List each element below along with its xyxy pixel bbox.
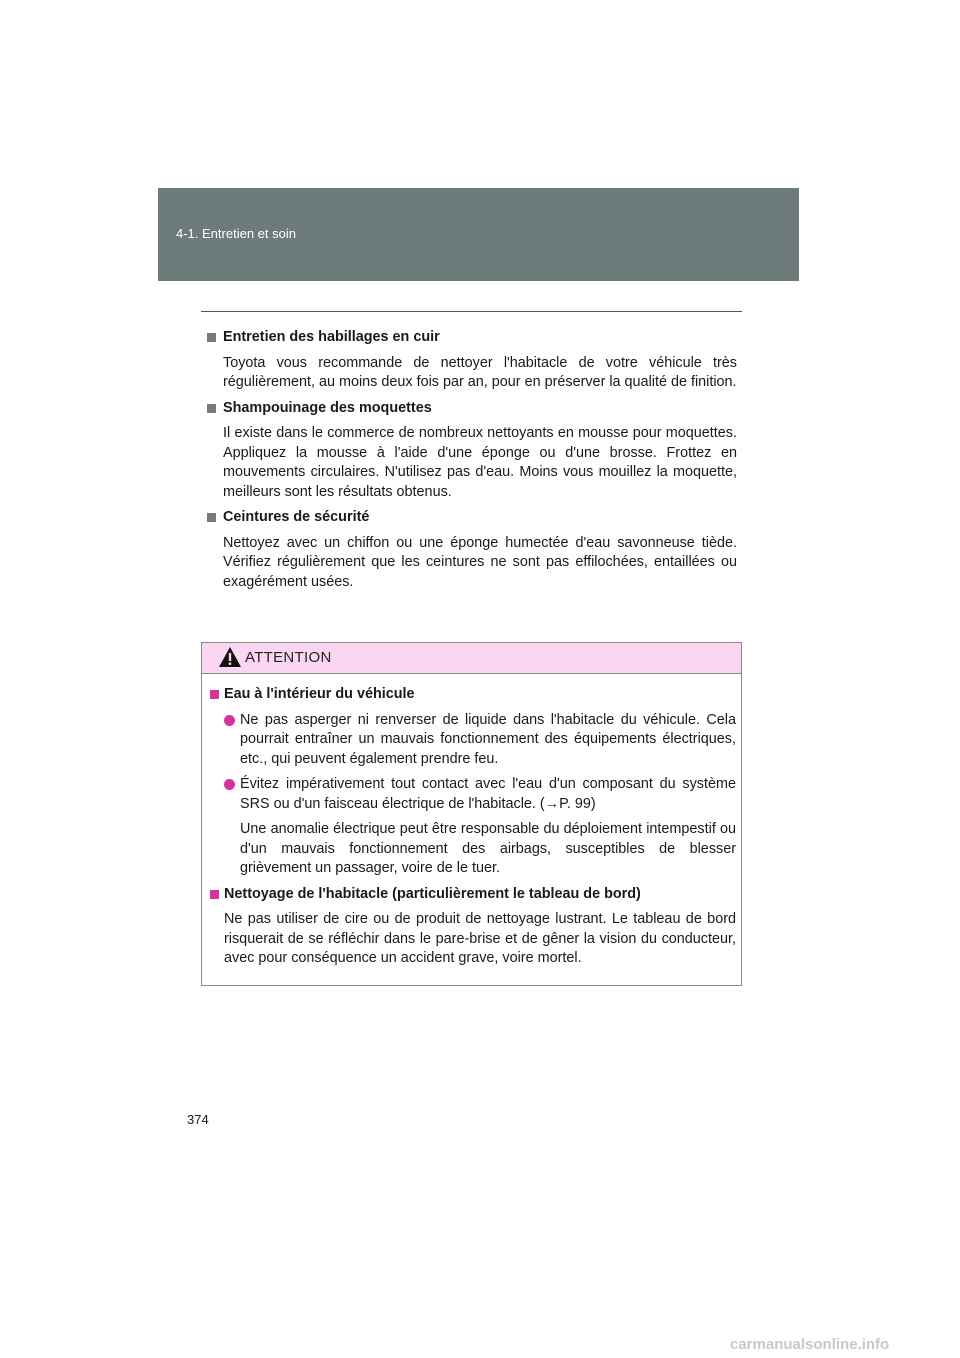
section-body-leather: Toyota vous recommande de nettoyer l'habitacle de votre véhicule très régulièrement, au moins deux fois par an, pour en préserver la qualité de finition. <box>223 354 737 390</box>
section-body-carpet: Il existe dans le commerce de nombreux nettoyants en mousse pour moquettes. Appliquez la mousse à l'aide d'une éponge ou d'une brosse. Frottez en mouvements circulaires. N'utilisez pas d'eau. Moins vous mouillez la moquette, meilleurs sont les résultats obtenus. <box>223 425 737 500</box>
section-heading-seatbelts: Ceintures de sécurité <box>207 508 737 528</box>
main-content <box>207 328 737 598</box>
round-bullet-icon <box>224 715 235 726</box>
page-number: 374 <box>187 1112 209 1127</box>
square-bullet-icon <box>207 333 216 342</box>
attention-content <box>210 685 736 969</box>
chapter-title: 4-1. Entretien et soin <box>176 226 296 241</box>
attention-box <box>201 642 742 986</box>
attention-note: Une anomalie électrique peut être responsable du déploiement intempestif ou d'un mauvais fonctionnement des airbags, susceptibles de blesser grièvement un passager, voire de le tuer. <box>240 821 736 876</box>
square-bullet-icon <box>207 513 216 522</box>
section-heading-carpet: Shampouinage des moquettes <box>207 399 737 419</box>
watermark: carmanualsonline.info <box>730 1336 890 1353</box>
section-body-seatbelts: Nettoyez avec un chiffon ou une éponge humectée d'eau savonneuse tiède. Vérifiez régulièrement que les ceintures ne sont pas effilochées, entaillées ou exagérément usées. <box>223 534 737 590</box>
attention-label: ATTENTION <box>245 649 332 666</box>
attention-bullet: Évitez impérativement tout contact avec l'eau d'un composant du système SRS ou d'un faisceau électrique de l'habitacle. (→P. 99) <box>210 775 736 814</box>
chapter-header <box>158 188 799 281</box>
square-bullet-icon <box>207 404 216 413</box>
warning-triangle-icon <box>218 646 242 668</box>
attention-heading-dashboard: Nettoyage de l'habitacle (particulièrement le tableau de bord) <box>210 885 736 905</box>
attention-heading-water: Eau à l'intérieur du véhicule <box>210 685 736 705</box>
section-heading-leather: Entretien des habillages en cuir <box>207 328 737 348</box>
square-bullet-icon <box>210 690 219 699</box>
attention-bullet: Ne pas asperger ni renverser de liquide dans l'habitacle du véhicule. Cela pourrait entraîner un mauvais fonctionnement des équipements électriques, etc., qui peuvent également prendre feu. <box>210 711 736 770</box>
divider <box>201 311 742 312</box>
round-bullet-icon <box>224 779 235 790</box>
attention-body-dashboard: Ne pas utiliser de cire ou de produit de nettoyage lustrant. Le tableau de bord risquerait de se réfléchir dans le pare-brise et de gêner la vision du conducteur, avec pour conséquence un accident grave, voire mortel. <box>224 911 736 966</box>
attention-header <box>202 643 741 674</box>
square-bullet-icon <box>210 890 219 899</box>
